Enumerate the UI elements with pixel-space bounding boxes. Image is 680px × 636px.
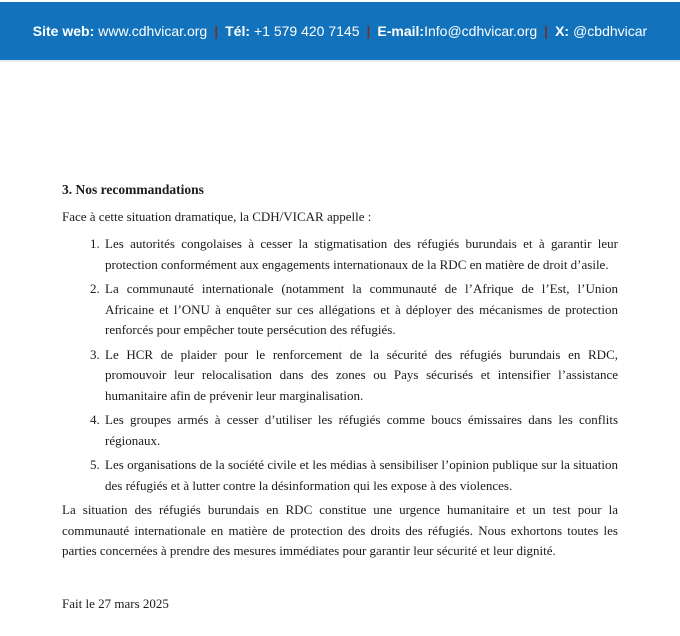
closing-paragraph: La situation des réfugiés burundais en RDC constitue une urgence humanitaire et un test pour la communauté internationale en matière de protection des droits des réfugiés. Nous exhortons toutes les parties concernées à prendre des mesures immédiates pour garantir leur sécurité et leur dignité.: [62, 502, 618, 558]
site-web-label: Site web:: [32, 23, 95, 39]
x-handle-label: X:: [555, 23, 570, 39]
banner-separator: |: [544, 23, 549, 39]
tel-value: +1 579 420 7145: [254, 23, 360, 39]
recommendations-list: [62, 234, 618, 496]
intro-paragraph: Face à cette situation dramatique, la CDH/VICAR appelle :: [62, 208, 372, 224]
date-line: Fait le 27 mars 2025: [62, 595, 169, 611]
document-page: [62, 180, 618, 614]
email-value: Info@cdhvicar.org: [424, 23, 538, 39]
section-heading: 3. Nos recommandations: [62, 182, 204, 197]
recommendation-item: 1. Les autorités congolaises à cesser la stigmatisation des réfugiés burundais et à garantir leur protection conformément aux engagements internationaux de la RDC en matière de droit d’asile.: [103, 234, 618, 275]
email-label: E-mail:: [377, 23, 425, 39]
recommendation-item: 2. La communauté internationale (notamment la communauté de l’Afrique de l’Est, l’Union Africaine et l’ONU à enquêter sur ces allégations et à déployer des mécanismes de protection renforcés pour empêcher toute persécution des réfugiés.: [103, 279, 618, 341]
x-handle-value: @cbdhvicar: [573, 23, 648, 39]
recommendation-item: 5. Les organisations de la société civile et les médias à sensibiliser l’opinion publique sur la situation des réfugiés et à lutter contre la désinformation qui les expose à des violences.: [103, 455, 618, 496]
banner-separator: |: [214, 23, 219, 39]
recommendation-item: 4. Les groupes armés à cesser d’utiliser les réfugiés comme boucs émissaires dans les conflits régionaux.: [103, 410, 618, 451]
banner-separator: |: [366, 23, 371, 39]
tel-label: Tél:: [225, 23, 250, 39]
contact-banner: [0, 2, 680, 62]
recommendation-item: 3. Le HCR de plaider pour le renforcement de la sécurité des réfugiés burundais en RDC, promouvoir leur relocalisation dans des zones ou Pays sécurisés et intensifier l’assistance humanitaire afin de prévenir leur marginalisation.: [103, 345, 618, 407]
site-web-value: www.cdhvicar.org: [98, 23, 208, 39]
